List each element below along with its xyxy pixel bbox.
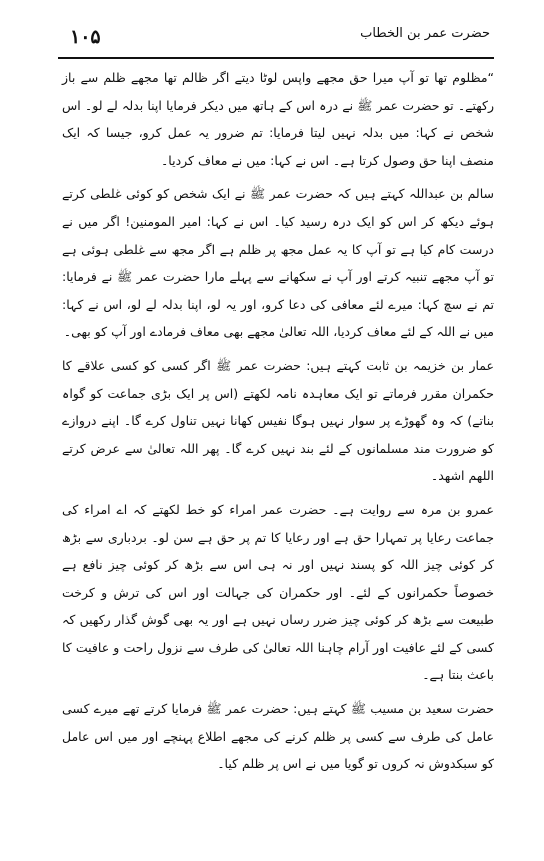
paragraph-4: عمرو بن مرہ سے روایت ہے۔ حضرت عمر امراء کو خط لکھتے کہ اے امراء کی جماعت رعایا پر تمہارا حق ہے اور رعایا کا تم پر حق ہے سن لو۔ بردباری سے بڑھ کر کوئی چیز اللہ کو پسند نہیں اور نہ ہی اس سے بڑھ کر کوئی چیز نافع ہے خصوصاً حکمرانوں کے لئے۔ اور حکمران کی جہالت اور اس کی ترش و کرخت طبیعت سے بڑھ کر کوئی چیز ضرر رساں نہیں ہے اور یہ بھی گوش گذار رکھیں کہ کسی کے لئے عافیت اور آرام چاہنا اللہ تعالیٰ کی طرف سے نزول راحت و عافیت کا باعث بنتا ہے۔ [62,501,494,683]
running-head: حضرت عمر بن الخطاب [360,26,490,41]
page-body [62,64,494,784]
paragraph-5: حضرت سعید بن مسیب ﷺ کہتے ہیں: حضرت عمر ﷺ فرمایا کرتے تھے میرے کسی عامل کی طرف سے کسی پر ظلم کرنے کی مجھے اطلاع پہنچے اور میں اس عامل کو سبکدوش نہ کروں تو گویا میں نے اس پر ظلم کیا۔ [62,701,494,772]
paragraph-3: عمار بن خزیمہ بن ثابت کہتے ہیں: حضرت عمر ﷺ اگر کسی کو کسی علاقے کا حکمران مقرر فرماتے تو ایک معاہدہ نامہ لکھتے (اس پر ایک بڑی جماعت کو گواہ بناتے) کہ وہ گھوڑے پر سوار نہیں ہوگا نفیس کھانا نہیں تناول کرے گا۔ اپنے دروازے کو ضرورت مند مسلمانوں کے لئے بند نہیں کرے گا۔ پھر اللہ تعالیٰ سے عرض کرتے اللهم اشهد۔ [62,357,494,484]
page-number: ۱۰۵ [70,26,101,48]
header-rule [58,57,494,59]
paragraph-1: “مظلوم تھا تو آپ میرا حق مجھے واپس لوٹا دیتے اگر ظالم تھا مجھے ظلم سے باز رکھتے۔ تو حضرت عمر ﷺ نے درہ اس کے ہاتھ میں دیکر فرمایا اپنا بدلہ لے لو۔ اس شخص نے کہا: میں بدلہ نہیں لیتا فرمایا: تم ضرور یہ عمل کرو، جیسا کہ ایک منصف اپنا حق وصول کرتا ہے۔ اس نے کہا: میں نے معاف کردیا۔ [62,70,494,168]
paragraph-2: سالم بن عبداللہ کہتے ہیں کہ حضرت عمر ﷺ نے ایک شخص کو کوئی غلطی کرتے ہوئے دیکھ کر اس کو ایک درہ رسید کیا۔ اس نے کہا: امیر المومنین! اگر میں نے درست کام کیا ہے تو آپ کا یہ عمل مجھ پر ظلم ہے اگر مجھ سے غلطی ہوئی ہے تو آپ مجھے تنبیہ کرتے اور آپ نے سکھانے سے پہلے مارا حضرت عمر ﷺ نے فرمایا: تم نے سچ کہا: میرے لئے معافی کی دعا کرو، اور یہ لو، اپنا بدلہ لے لو، اس نے کہا: میں نے اللہ کے لئے معاف کردیا، اللہ تعالیٰ مجھے بھی معاف فرمادے اور آپ کو بھی۔ [62,186,494,340]
page-header [58,20,494,52]
